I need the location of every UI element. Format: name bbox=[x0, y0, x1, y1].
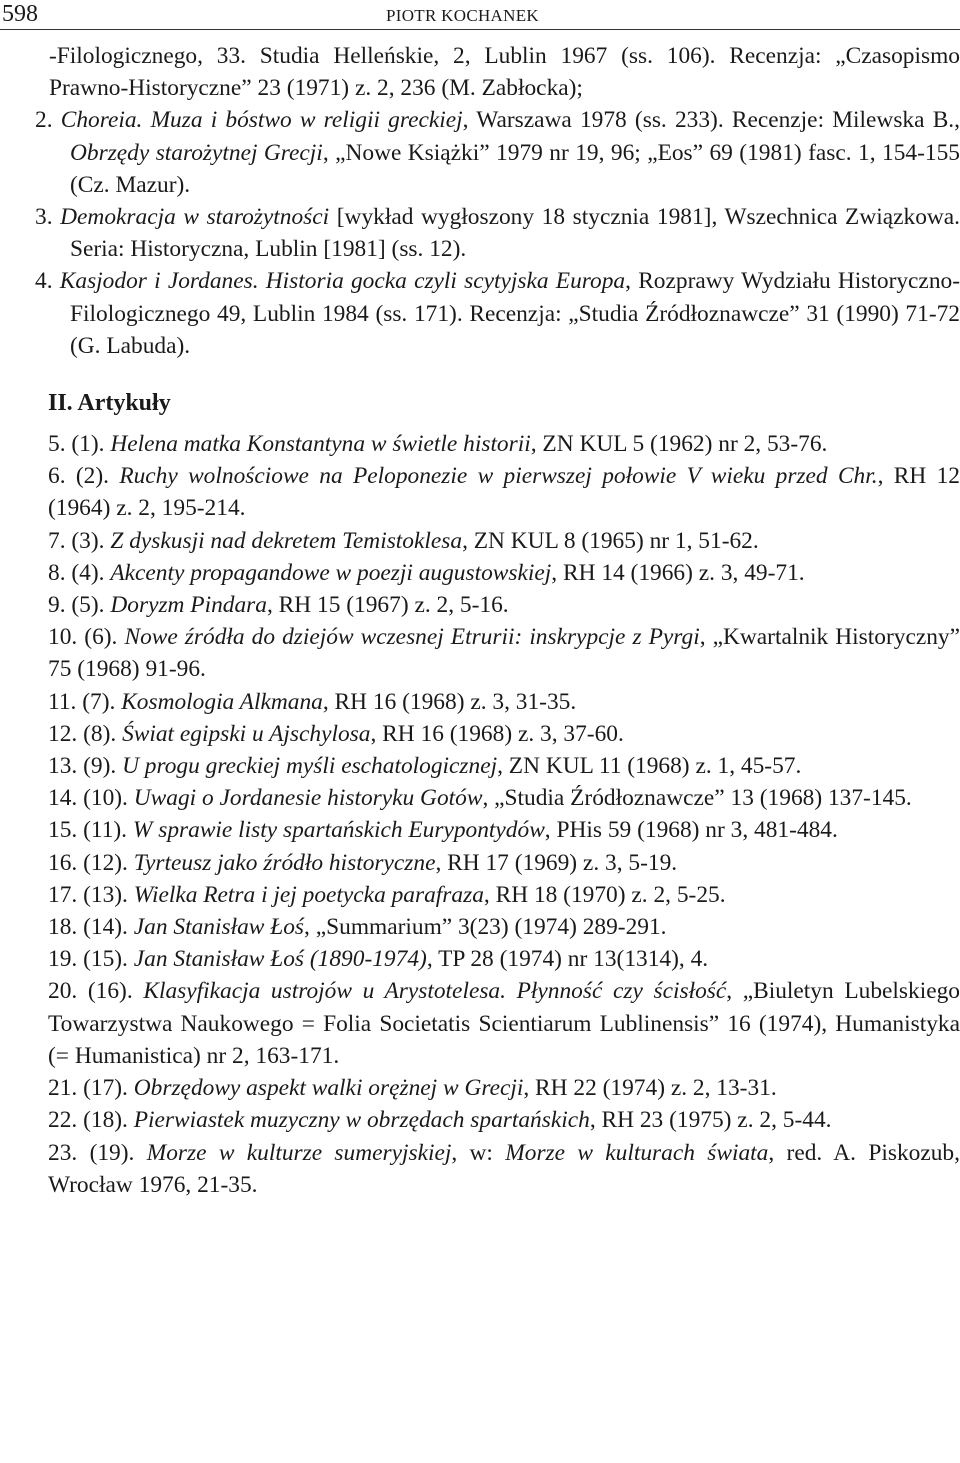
header-rule bbox=[0, 29, 960, 30]
article-entry: 7. (3). Z dyskusji nad dekretem Temistoklesa, ZN KUL 8 (1965) nr 1, 51-62. bbox=[48, 527, 759, 554]
book-entry-2: 2. Choreia. Muza i bóstwo w religii greckiej, Warszawa 1978 (ss. 233). Recenzje: Milewska B., Obrzędy starożytnej Grecji, „Nowe Książki” 1979 nr 19, 96; „Eos” 69 (1981) fasc. 1, 154-155 (Cz. Mazur). bbox=[35, 107, 960, 198]
running-head: PIOTR KOCHANEK bbox=[386, 6, 539, 25]
article-entry: 9. (5). Doryzm Pindara, RH 15 (1967) z. 2, 5-16. bbox=[48, 592, 509, 619]
article-entry: 12. (8). Świat egipski u Ajschylosa, RH 16 (1968) z. 3, 37-60. bbox=[48, 720, 624, 747]
article-entry: 19. (15). Jan Stanisław Łoś (1890-1974), TP 28 (1974) nr 13(1314), 4. bbox=[48, 946, 709, 973]
page-body bbox=[0, 40, 960, 1201]
article-entry: 20. (16). Klasyfikacja ustrojów u Arystotelesa. Płynność czy ścisłość, „Biuletyn Lubelskiego Towarzystwa Naukowego = Folia Societatis Scientiarum Lublinensis” 16 (1974), Humanistyka (= Humanistica) nr 2, 163-171. bbox=[48, 978, 960, 1069]
article-entry: 15. (11). W sprawie listy spartańskich Eurypontydów, PHis 59 (1968) nr 3, 481-484. bbox=[48, 817, 838, 844]
articles-list bbox=[0, 428, 960, 1201]
article-entry: 22. (18). Pierwiastek muzyczny w obrzędach spartańskich, RH 23 (1975) z. 2, 5-44. bbox=[48, 1107, 832, 1134]
book-entry-4: 4. Kasjodor i Jordanes. Historia gocka czyli scytyjska Europa, Rozprawy Wydziału Historyczno-Filologicznego 49, Lublin 1984 (ss. 171). Recenzja: „Studia Źródłoznawcze” 31 (1990) 71-72 (G. Labuda). bbox=[35, 268, 960, 359]
article-entry: 14. (10). Uwagi o Jordanesie historyku Gotów, „Studia Źródłoznawcze” 13 (1968) 137-145. bbox=[48, 785, 912, 812]
book-entry-3: 3. Demokracja w starożytności [wykład wygłoszony 18 stycznia 1981], Wszechnica Związkowa. Seria: Historyczna, Lublin [1981] (ss. 12). bbox=[35, 204, 960, 263]
article-entry: 8. (4). Akcenty propagandowe w poezji augustowskiej, RH 14 (1966) z. 3, 49-71. bbox=[48, 559, 805, 586]
article-entry: 6. (2). Ruchy wolnościowe na Peloponezie w pierwszej połowie V wieku przed Chr., RH 12 (1964) z. 2, 195-214. bbox=[48, 463, 960, 522]
article-entry: 13. (9). U progu greckiej myśli eschatologicznej, ZN KUL 11 (1968) z. 1, 45-57. bbox=[48, 753, 802, 780]
article-entry: 11. (7). Kosmologia Alkmana, RH 16 (1968) z. 3, 31-35. bbox=[48, 688, 577, 715]
book-entry-1-continuation: -Filologicznego, 33. Studia Helleńskie, 2, Lublin 1967 (ss. 106). Recenzja: „Czasopismo Prawno-Historyczne” 23 (1971) z. 2, 236 (M. Zabłocka); bbox=[49, 43, 960, 102]
section-heading-articles: II. Artykuły bbox=[48, 390, 171, 417]
article-entry: 16. (12). Tyrteusz jako źródło historyczne, RH 17 (1969) z. 3, 5-19. bbox=[48, 849, 678, 876]
article-entry: 23. (19). Morze w kulturze sumeryjskiej, w: Morze w kulturach świata, red. A. Piskozub, Wrocław 1976, 21-35. bbox=[48, 1139, 960, 1198]
page-number: 598 bbox=[2, 1, 38, 27]
article-entry: 18. (14). Jan Stanisław Łoś, „Summarium” 3(23) (1974) 289-291. bbox=[48, 914, 667, 941]
article-entry: 10. (6). Nowe źródła do dziejów wczesnej Etrurii: inskrypcje z Pyrgi, „Kwartalnik Historyczny” 75 (1968) 91-96. bbox=[48, 624, 960, 683]
article-entry: 5. (1). Helena matka Konstantyna w świetle historii, ZN KUL 5 (1962) nr 2, 53-76. bbox=[48, 431, 828, 458]
article-entry: 21. (17). Obrzędowy aspekt walki orężnej w Grecji, RH 22 (1974) z. 2, 13-31. bbox=[48, 1075, 777, 1102]
page-header bbox=[0, 0, 960, 30]
article-entry: 17. (13). Wielka Retra i jej poetycka parafraza, RH 18 (1970) z. 2, 5-25. bbox=[48, 881, 726, 908]
